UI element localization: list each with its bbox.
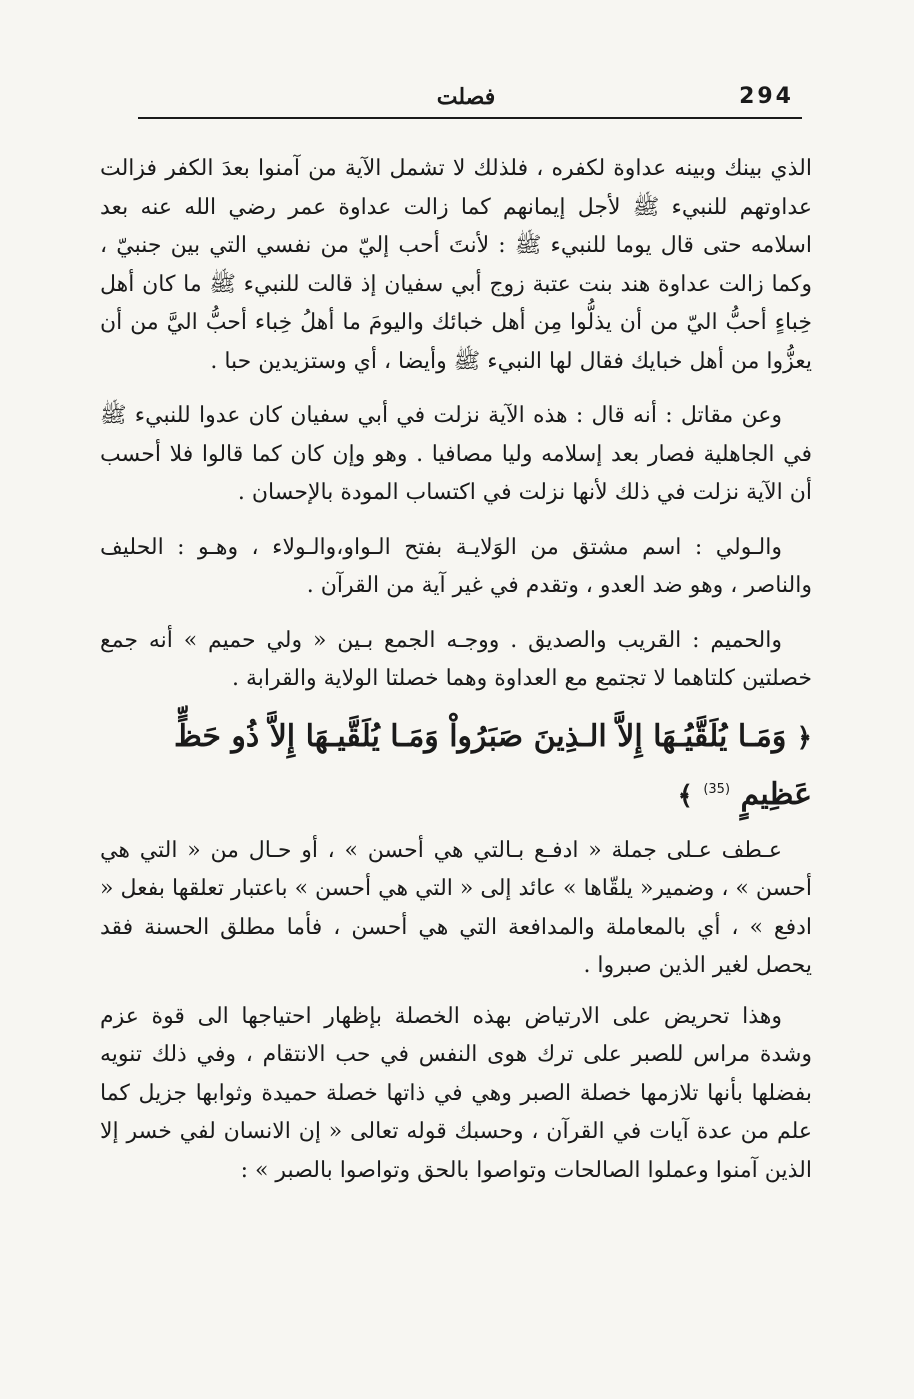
page-number: 294 [739, 84, 794, 109]
verse-close-bracket: ﴾ [677, 780, 693, 811]
paragraph-hamim: والحميم : القريب والصديق . ووجـه الجمع بـين « ولي حميم » أنه جمع خصلتين كلتاهما لا تجتمع مع العداوة وهما خصلتا الولاية والقرابة . [100, 627, 812, 691]
running-title: فصلت [436, 84, 496, 110]
paragraph-muqatil: وعن مقاتل : أنه قال : هذه الآية نزلت في أبي سفيان كان عدوا للنبيء ﷺ في الجاهلية فصار بعد إسلامه وليا مصافيا . وهو وإن كان كما قالوا فلا أحسب أن الآية نزلت في ذلك لأنها نزلت في اكتساب المودة بالإحسان . [100, 403, 812, 505]
verse-number: (35) [703, 781, 731, 797]
verse-text: وَمَـا يُلَقَّيُـهَا إِلاَّ الـذِينَ صَبَرُواْ وَمَـا يُلَقَّيـهَا إِلاَّ ذُو حَظٍّ عَظِيمٍ [173, 718, 812, 812]
page-body [100, 150, 812, 1190]
page-header [138, 84, 794, 118]
header-rule [138, 117, 802, 119]
paragraph-atf: عـطف عـلى جملة « ادفـع بـالتي هي أحسن » ، أو حـال من « التي هي أحسن » ، وضمير« يلقّاها » عائد إلى « التي هي أحسن » باعتبار تعلقها بفعل « ادفع » ، أي بالمعاملة والمدافعة التي هي أحسن ، فأما مطلق الحسنة فقد يحصل لغير الذين صبروا . [100, 837, 812, 978]
quran-verse [100, 711, 812, 822]
paragraph-tahrid: وهذا تحريض على الارتياض بهذه الخصلة بإظهار احتياجها الى قوة عزم وشدة مراس للصبر على ترك هوى النفس في حب الانتقام ، وفي ذلك تنويه بفضلها بأنها تلازمها خصلة الصبر وهي في ذاتها خصلة حميدة وثوابها جزيل كما علم من عدة آيات في القرآن ، وحسبك قوله تعالى « إن الانسان لفي خسر إلا الذين آمنوا وعملوا الصالحات وتواصوا بالحق وتواصوا بالصبر » : [100, 1003, 812, 1183]
paragraph-continuation: الذي بينك وبينه عداوة لكفره ، فلذلك لا تشمل الآية من آمنوا بعدَ الكفر فزالت عداوتهم للنبيء ﷺ لأجل إيمانهم كما زالت عداوة عمر رضي الله عنه بعد اسلامه حتى قال يوما للنبيء ﷺ : لأنتَ أحب إليّ من نفسي التي بين جنبيّ ، وكما زالت عداوة هند بنت عتبة زوج أبي سفيان إذ قالت للنبيء ﷺ ما كان أهل خِباءٍ أحبُّ اليّ من أن يذلُّوا مِن أهل خبائك واليومَ ما أهلُ خِباء أحبُّ اليَّ من أن يعزُّوا من أهل خبايك فقال لها النبيء ﷺ وأيضا ، أي وستزيدين حبا . [100, 156, 812, 374]
verse-open-bracket: ﴿ [796, 722, 812, 753]
paragraph-wali: والـولي : اسم مشتق من الوَلايـة بفتح الـواو،والـولاء ، وهـو : الحليف والناصر ، وهو ضد العدو ، وتقدم في غير آية من القرآن . [100, 534, 812, 598]
